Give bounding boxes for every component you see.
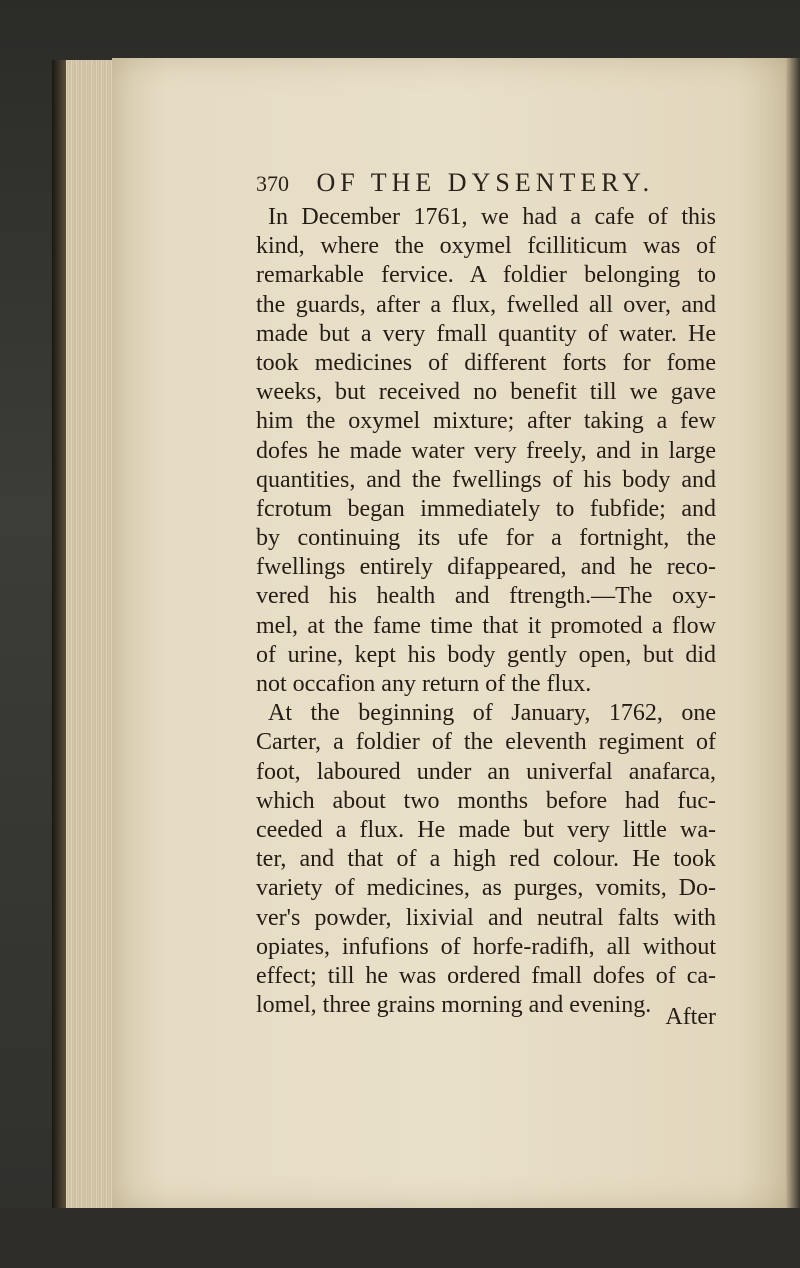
- text-line: ter, and that of a high red colour. He took: [256, 846, 716, 873]
- text-line: the guards, after a flux, fwelled all over, and: [256, 291, 716, 318]
- running-title: OF THE DYSENTERY.: [316, 168, 655, 197]
- text-line: lomel, three grains morning and evening.: [256, 992, 652, 1019]
- text-line: weeks, but received no benefit till we gave: [256, 379, 716, 406]
- text-line: of urine, kept his body gently open, but did: [256, 641, 716, 668]
- running-header: [256, 168, 756, 198]
- page-right-edge: [786, 58, 800, 1208]
- text-line: him the oxymel mixture; after taking a few: [256, 408, 716, 435]
- text-line: quantities, and the fwellings of his body and: [256, 466, 716, 493]
- text-line: remarkable fervice. A foldier belonging to: [256, 262, 716, 289]
- text-line: variety of medicines, as purges, vomits, Do-: [256, 875, 716, 902]
- text-line: fwellings entirely difappeared, and he reco-: [256, 554, 716, 581]
- text-line: which about two months before had fuc-: [256, 787, 716, 814]
- paragraph-1: [256, 203, 716, 699]
- scan-bottom-strip: [0, 1208, 800, 1268]
- text-line: mel, at the fame time that it promoted a flow: [256, 612, 716, 639]
- text-line: dofes he made water very freely, and in large: [256, 437, 716, 464]
- paragraph-2: [256, 699, 716, 1020]
- body-text: [256, 203, 716, 1020]
- text-line: ver's powder, lixivial and neutral falts with: [256, 904, 716, 931]
- text-line: vered his health and ftrength.—The oxy-: [256, 583, 716, 610]
- text-line: not occafion any return of the flux.: [256, 671, 592, 697]
- spine-shadow: [52, 60, 66, 1210]
- catchword: After: [665, 1004, 716, 1030]
- text-line: made but a very fmall quantity of water. He: [256, 320, 716, 347]
- text-line: opiates, infufions of horfe-radifh, all without: [256, 933, 716, 960]
- text-line: In December 1761, we had a cafe of this: [268, 204, 716, 230]
- text-line: effect; till he was ordered fmall dofes of ca-: [256, 962, 716, 989]
- text-line: fcrotum began immediately to fubfide; and: [256, 495, 716, 522]
- page-number: 370: [256, 171, 289, 196]
- text-line: kind, where the oxymel fcilliticum was of: [256, 233, 716, 260]
- text-line: foot, laboured under an univerfal anafarca,: [256, 758, 716, 785]
- text-line: At the beginning of January, 1762, one: [268, 700, 716, 727]
- text-line: by continuing its ufe for a fortnight, the: [256, 525, 716, 552]
- text-line: ceeded a flux. He made but very little wa-: [256, 816, 716, 843]
- text-line: took medicines of different forts for fome: [256, 349, 716, 376]
- text-line: Carter, a foldier of the eleventh regiment of: [256, 729, 716, 756]
